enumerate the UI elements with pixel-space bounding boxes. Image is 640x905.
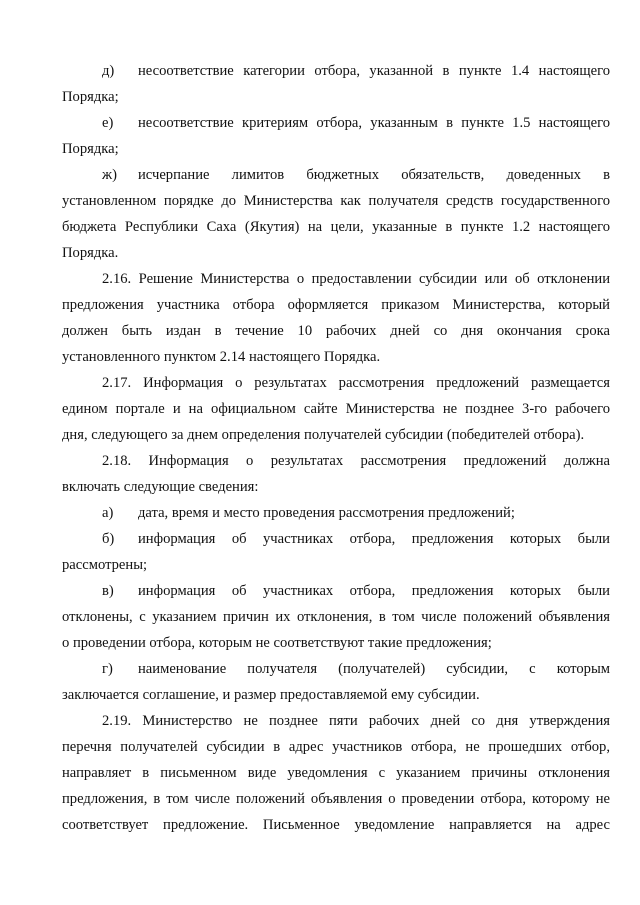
text-line: дата, время и место проведения рассмотрения предложений; — [138, 505, 515, 521]
list-item-b — [102, 529, 610, 549]
text-line: несоответствие критериям отбора, указанным в пункте 1.5 настоящего — [138, 115, 610, 131]
text-line: едином портале и на официальном сайте Министерства не позднее 3-го рабочего — [62, 401, 610, 417]
list-marker: в) — [102, 583, 114, 599]
text-line: информация об участниках отбора, предложения которых были — [138, 583, 610, 599]
text-line: включать следующие сведения: — [62, 479, 259, 495]
text-line: должен быть издан в течение 10 рабочих дней со дня окончания срока — [62, 323, 610, 339]
text-line: Порядка; — [62, 89, 119, 105]
text-line: предложения, в том числе положений объявления о проведении отбора, которому не — [62, 791, 610, 807]
text-line: соответствует предложение. Письменное уведомление направляется на адрес — [62, 817, 610, 833]
paragraph-2-16: 2.16. Решение Министерства о предоставлении субсидии или об отклонении — [102, 271, 610, 287]
paragraph-2-18: 2.18. Информация о результатах рассмотрения предложений должна — [102, 453, 610, 469]
text-line: Порядка; — [62, 141, 119, 157]
list-item-zh — [102, 165, 610, 185]
list-item-g — [102, 659, 610, 679]
list-marker: а) — [102, 505, 114, 521]
text-line: установленном порядке до Министерства как получателя средств государственного — [62, 193, 610, 209]
text-line: предложения участника отбора оформляется приказом Министерства, который — [62, 297, 610, 313]
text-line: перечня получателей субсидии в адрес участников отбора, не прошедших отбор, — [62, 739, 610, 755]
paragraph-2-17: 2.17. Информация о результатах рассмотрения предложений размещается — [102, 375, 610, 391]
text-line: отклонены, с указанием причин их отклонения, в том числе положений объявления — [62, 609, 610, 625]
list-item-a — [102, 503, 610, 523]
text-line: исчерпание лимитов бюджетных обязательств, доведенных в — [138, 167, 610, 183]
text-line: бюджета Республики Саха (Якутия) на цели, указанные в пункте 1.2 настоящего — [62, 219, 610, 235]
list-item-v — [102, 581, 610, 601]
list-item-e — [102, 113, 610, 133]
text-line: информация об участниках отбора, предложения которых были — [138, 531, 610, 547]
text-line: о проведении отбора, которым не соответствуют такие предложения; — [62, 635, 492, 651]
text-line: заключается соглашение, и размер предоставляемой ему субсидии. — [62, 687, 480, 703]
list-item-d — [102, 61, 610, 81]
text-line: рассмотрены; — [62, 557, 148, 573]
list-marker: б) — [102, 531, 115, 547]
list-marker: е) — [102, 115, 114, 131]
text-line: установленного пунктом 2.14 настоящего Порядка. — [62, 349, 381, 365]
list-marker: ж) — [102, 167, 117, 183]
text-line: наименование получателя (получателей) субсидии, с которым — [138, 661, 610, 677]
text-line: несоответствие категории отбора, указанной в пункте 1.4 настоящего — [138, 63, 610, 79]
list-marker: д) — [102, 63, 115, 79]
list-marker: г) — [102, 661, 113, 677]
text-line: Порядка. — [62, 245, 119, 261]
paragraph-2-19: 2.19. Министерство не позднее пяти рабочих дней со дня утверждения — [102, 713, 610, 729]
text-line: дня, следующего за днем определения получателей субсидии (победителей отбора). — [62, 427, 585, 443]
text-line: направляет в письменном виде уведомления с указанием причины отклонения — [62, 765, 610, 781]
